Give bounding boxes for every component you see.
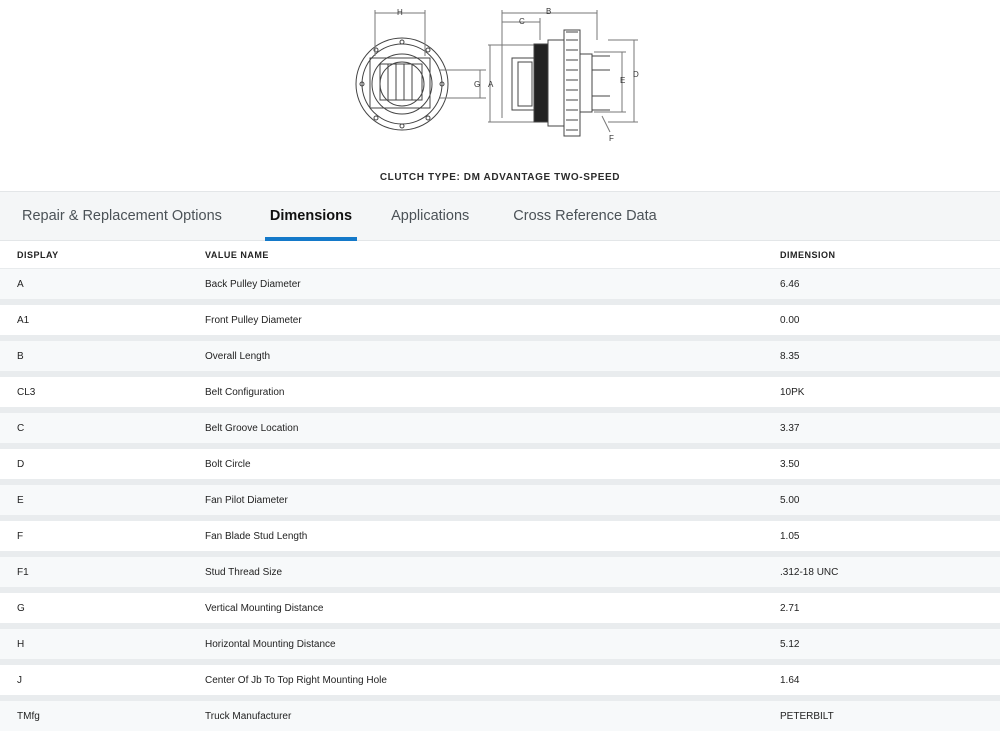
tab-repair-replacement-options[interactable]: Repair & Replacement Options (22, 208, 222, 224)
table-row (0, 482, 1000, 518)
cell-value-name: Back Pulley Diameter (205, 269, 780, 303)
cell-display: CL3 (0, 374, 205, 410)
table-row (0, 269, 1000, 303)
column-header-display: DISPLAY (0, 241, 205, 269)
dimensions-table (0, 241, 1000, 731)
front-view (356, 10, 486, 130)
table-row (0, 590, 1000, 626)
table-row (0, 698, 1000, 731)
cell-dimension: 3.50 (780, 446, 1000, 482)
cell-dimension: 1.05 (780, 518, 1000, 554)
cell-display: G (0, 590, 205, 626)
tab-dimensions[interactable]: Dimensions (265, 192, 357, 240)
cell-dimension: 8.35 (780, 338, 1000, 374)
label-f: F (609, 134, 614, 143)
cell-dimension: PETERBILT (780, 698, 1000, 731)
cell-display: H (0, 626, 205, 662)
tab-applications[interactable]: Applications (391, 208, 470, 224)
label-a: A (488, 80, 494, 89)
cell-dimension: 5.00 (780, 482, 1000, 518)
table-row (0, 554, 1000, 590)
column-header-dimension: DIMENSION (780, 241, 1000, 269)
cell-dimension: 0.00 (780, 302, 1000, 338)
cell-display: A (0, 269, 205, 303)
cell-value-name: Horizontal Mounting Distance (205, 626, 780, 662)
cell-value-name: Fan Blade Stud Length (205, 518, 780, 554)
cell-dimension: 5.12 (780, 626, 1000, 662)
table-row (0, 338, 1000, 374)
cell-display: J (0, 662, 205, 698)
label-h: H (397, 8, 403, 17)
cell-value-name: Fan Pilot Diameter (205, 482, 780, 518)
tab-bar (0, 191, 1000, 241)
clutch-type-caption: CLUTCH TYPE: DM ADVANTAGE TWO-SPEED (379, 172, 621, 183)
label-g: G (474, 80, 481, 89)
cell-value-name: Bolt Circle (205, 446, 780, 482)
cell-dimension: 3.37 (780, 410, 1000, 446)
cell-display: C (0, 410, 205, 446)
cell-display: F1 (0, 554, 205, 590)
product-hero (0, 0, 1000, 191)
cell-value-name: Truck Manufacturer (205, 698, 780, 731)
cell-display: B (0, 338, 205, 374)
side-view (488, 10, 638, 136)
cell-display: D (0, 446, 205, 482)
cell-dimension: 10PK (780, 374, 1000, 410)
table-row (0, 626, 1000, 662)
cell-dimension: .312-18 UNC (780, 554, 1000, 590)
cell-value-name: Stud Thread Size (205, 554, 780, 590)
column-header-value-name: VALUE NAME (205, 241, 780, 269)
cell-value-name: Belt Groove Location (205, 410, 780, 446)
table-header-row (0, 241, 1000, 269)
tab-cross-reference-data[interactable]: Cross Reference Data (513, 208, 657, 224)
cell-display: F (0, 518, 205, 554)
cell-dimension: 6.46 (780, 269, 1000, 303)
cell-display: A1 (0, 302, 205, 338)
table-row (0, 374, 1000, 410)
table-row (0, 302, 1000, 338)
cell-dimension: 1.64 (780, 662, 1000, 698)
table-row (0, 518, 1000, 554)
cell-display: TMfg (0, 698, 205, 731)
cell-value-name: Vertical Mounting Distance (205, 590, 780, 626)
table-row (0, 662, 1000, 698)
table-row (0, 410, 1000, 446)
label-b: B (546, 7, 552, 16)
label-e: E (620, 76, 626, 85)
cell-value-name: Overall Length (205, 338, 780, 374)
clutch-dimension-diagram (340, 0, 660, 160)
cell-value-name: Front Pulley Diameter (205, 302, 780, 338)
label-c: C (519, 17, 525, 26)
cell-dimension: 2.71 (780, 590, 1000, 626)
table-row (0, 446, 1000, 482)
cell-value-name: Belt Configuration (205, 374, 780, 410)
label-d: D (633, 70, 639, 79)
cell-value-name: Center Of Jb To Top Right Mounting Hole (205, 662, 780, 698)
cell-display: E (0, 482, 205, 518)
